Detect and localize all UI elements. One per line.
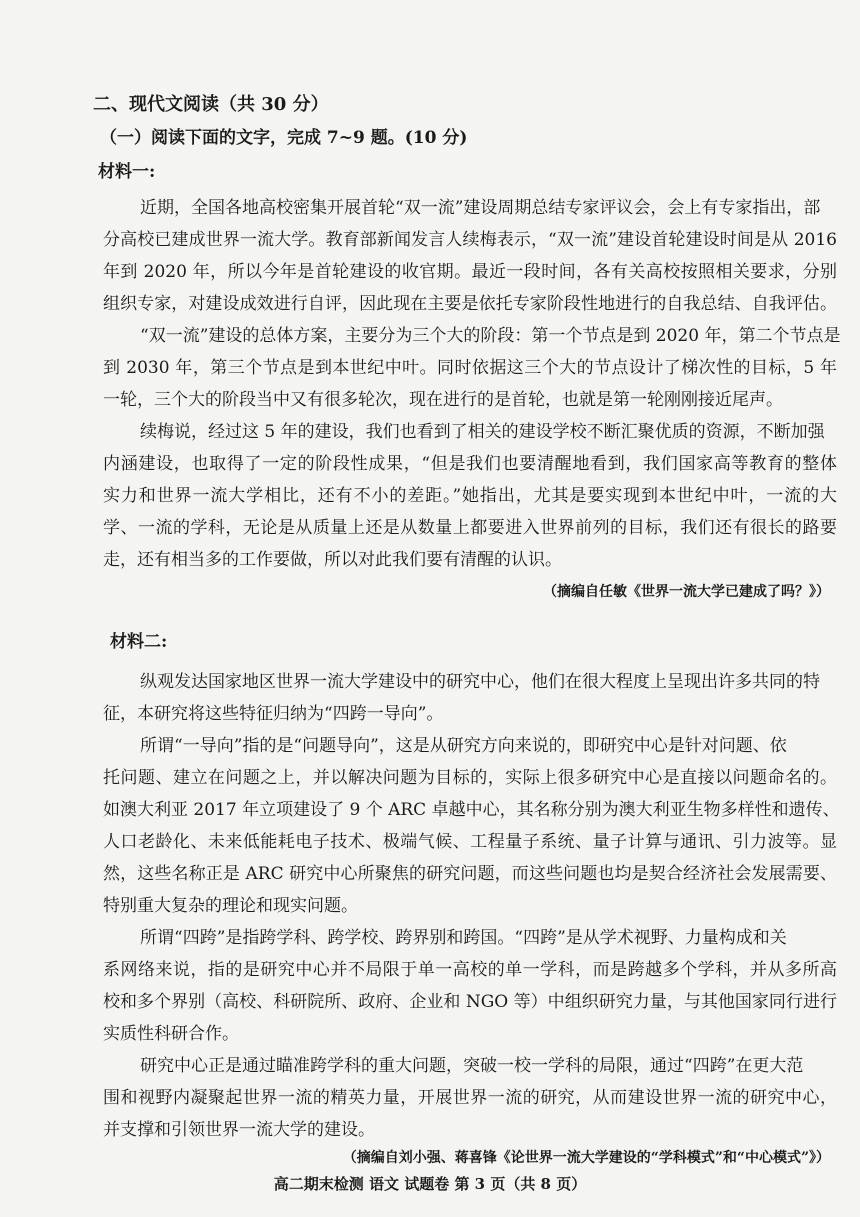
paragraph-line: 人口老龄化、未来低能耗电子技术、极端气候、工程量子系统、量子计算与通讯、引力波等。显 [103,832,837,852]
material-two-label: 材料二: [110,632,168,652]
source-citation: （摘编自任敏《世界一流大学已建成了吗？》） [543,584,830,600]
section-heading: 二、现代文阅读（共 30 分） [93,94,329,115]
paragraph-line: 续梅说，经过这 5 年的建设，我们也看到了相关的建设学校不断汇聚优质的资源，不断加强 [140,422,825,442]
paragraph-line: 实力和世界一流大学相比，还有不小的差距。”她指出，尤其是要实现到本世纪中叶，一流的大 [103,486,837,506]
paragraph-line: 组织专家，对建设成效进行自评，因此现在主要是依托专家阶段性地进行的自我总结、自我评估。 [103,294,837,314]
paragraph-line: 围和视野内凝聚起世界一流的精英力量，开展世界一流的研究，从而建设世界一流的研究中心， [103,1088,837,1108]
paragraph-line: 如澳大利亚 2017 年立项建设了 9 个 ARC 卓越中心，其名称分别为澳大利亚生物多样性和遗传、 [103,800,840,820]
paragraph-line: 走，还有相当多的工作要做，所以对此我们要有清醒的认识。 [103,550,562,570]
paragraph-line: 并支撑和引领世界一流大学的建设。 [103,1120,375,1140]
paragraph-line: 内涵建设，也取得了一定的阶段性成果，“但是我们也要清醒地看到，我们国家高等教育的整体 [103,454,837,474]
paragraph-line: 分高校已建成世界一流大学。教育部新闻发言人续梅表示，“双一流”建设首轮建设时间是从 2016 [103,230,837,250]
part-heading: （一）阅读下面的文字，完成 7~9 题。(10 分) [100,128,468,148]
paragraph-line: 然，这些名称正是 ARC 研究中心所聚焦的研究问题，而这些问题也均是契合经济社会发展需要、 [103,864,837,884]
paragraph-line: 所谓“四跨”是指跨学科、跨学校、跨界别和跨国。“四跨”是从学术视野、力量构成和关 [140,928,787,948]
paragraph-line: 纵观发达国家地区世界一流大学建设中的研究中心，他们在很大程度上呈现出许多共同的特 [140,672,820,692]
paragraph-line: 征，本研究将这些特征归纳为“四跨一导向”。 [103,704,444,724]
paragraph-line: 学、一流的学科，无论是从质量上还是从数量上都要进入世界前列的目标，我们还有很长的路要 [103,518,837,538]
paragraph-line: 所谓“一导向”指的是“问题导向”，这是从研究方向来说的，即研究中心是针对问题、依 [140,736,787,756]
page-footer: 高二期末检测 语文 试题卷 第 3 页（共 8 页） [273,1175,587,1193]
paragraph-line: 校和多个界别（高校、科研院所、政府、企业和 NGO 等）中组织研究力量，与其他国家同行进行 [103,992,837,1012]
paragraph-line: 近期，全国各地高校密集开展首轮“双一流”建设周期总结专家评议会，会上有专家指出，部 [140,198,821,218]
paragraph-line: 系网络来说，指的是研究中心并不局限于单一高校的单一学科，而是跨越多个学科，并从多所高 [103,960,837,980]
source-citation: （摘编自刘小强、蒋喜锋《论世界一流大学建设的“学科模式”和“中心模式”》） [342,1150,830,1166]
paragraph-line: 研究中心正是通过瞄准跨学科的重大问题，突破一校一学科的局限，通过“四跨”在更大范 [140,1056,804,1076]
paragraph-line: “双一流”建设的总体方案，主要分为三个大的阶段：第一个节点是到 2020 年，第二个节点是 [140,326,841,346]
material-one-label: 材料一: [98,162,156,182]
paragraph-line: 实质性科研合作。 [103,1024,239,1044]
paragraph-line: 托问题、建立在问题之上，并以解决问题为目标的，实际上很多研究中心是直接以问题命名的。 [103,768,837,788]
paragraph-line: 一轮，三个大的阶段当中又有很多轮次，现在进行的是首轮，也就是第一轮刚刚接近尾声。 [103,390,783,410]
paragraph-line: 到 2030 年，第三个节点是到本世纪中叶。同时依据这三个大的节点设计了梯次性的目标，5 年 [103,358,837,378]
paragraph-line: 特别重大复杂的理论和现实问题。 [103,896,358,916]
paragraph-line: 年到 2020 年，所以今年是首轮建设的收官期。最近一段时间，各有关高校按照相关要求，分别 [103,262,837,282]
